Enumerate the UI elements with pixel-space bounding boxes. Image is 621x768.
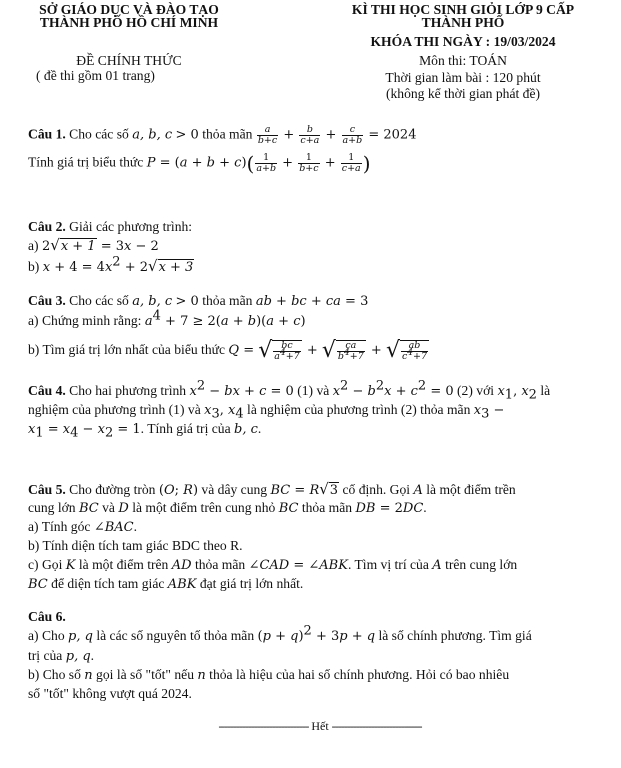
question-5c-line-1: c) Gọi K là một điểm trên AD thỏa mãn ∠CAD = ∠ABK. Tìm vị trí của A trên cung lớn [28,557,518,573]
question-5-line-2: cung lớn BC và D là một điểm trên cung nhỏ BC thỏa mãn DB = 2DC. [28,500,427,516]
time-limit: Thời gian làm bài : 120 phút [385,70,541,85]
exam-title: KÌ THI HỌC SINH GIỎI LỚP 9 CẤP [351,2,575,17]
question-6a-line-2: trị của p, q. [28,648,95,664]
official-label: ĐỀ CHÍNH THỨC [76,53,182,68]
question-label: Câu 1. [28,126,66,142]
exam-date: KHÓA THI NGÀY : 19/03/2024 [370,34,556,49]
end-divider-left: ------------------------------ [218,719,309,733]
question-6b-line-1: b) Cho số n gọi là số "tốt" nếu n thỏa là hiệu của hai số chính phương. Hỏi có bao nhiêu [28,667,510,683]
end-marker [200,718,440,734]
question-2a: a) 2√x + 1 = 3x − 2 [28,236,159,254]
question-label: Câu 4. [28,383,66,398]
city-name: THÀNH PHỐ HỒ CHÍ MINH [39,15,219,30]
question-3a: a) Chứng minh rằng: $a^4 + 7 \ge 2(a + b)(a + c)$ [28,308,306,329]
question-2b: b) $x + 4 = 4x^2 + 2√x + 3$ [28,254,194,275]
question-5b: b) Tính diện tích tam giác BDC theo R. [28,538,243,553]
question-6-label: Câu 6. [28,609,66,624]
question-6b-line-2: số "tốt" không vượt quá 2024. [28,686,192,701]
question-6a-line-1: a) Cho p, q là các số nguyên tố thỏa mãn $(p + q)^2 + 3p + q$ là số chính phương. Tìm giá [28,623,532,644]
question-label: Câu 2. [28,219,66,234]
question-1-line-2: Tính giá trị biểu thức P = (a + b + c)( $\frac{1}{a+b}$ + $\frac{1}{b+c}$ + $\frac{1}{c+a}$ ) [28,151,371,176]
subject: Môn thi: TOÁN [419,53,507,68]
question-5-line-1: Câu 5. Cho đường tròn (O; R) và dây cung BC = R√3 cố định. Gọi A là một điểm trền [28,480,516,498]
end-divider-right: ------------------------------ [331,719,422,733]
question-3-intro: Câu 3. Cho các số a, b, c > 0 thỏa mãn ab + bc + ca = 3 [28,293,369,309]
pages-note: ( đề thi gồm 01 trang) [36,68,155,83]
question-5a: a) Tính góc ∠BAC. [28,519,138,535]
question-3b: b) Tìm giá trị lớn nhất của biểu thức Q = √ $\frac{bc}{a^4+7}$ + √ $\frac{ca}{b^4+7}$ + √ $\frac{ab}{c^4+7}$ [28,338,428,363]
time-note: (không kể thời gian phát đề) [385,86,541,101]
question-4-line-3: $x_1 = x_4 - x_2 = 1$. Tính giá trị của b, c. [28,421,262,441]
question-1-line-1: Câu 1. Cho các số a, b, c > 0 thỏa mãn $\frac{a}{b+c}$ + $\frac{b}{c+a}$ + $\frac{c}{a+b}$ = 2024 [28,124,417,146]
question-label: Câu 5. [28,482,66,497]
exam-level: THÀNH PHỐ [421,15,505,30]
question-label: Câu 3. [28,293,66,308]
question-2-title: Câu 2. Giải các phương trình: [28,219,193,234]
dept-name: SỞ GIÁO DỤC VÀ ĐÀO TẠO [39,2,219,17]
question-5c-line-2: BC để diện tích tam giác ABK đạt giá trị lớn nhất. [28,576,304,592]
question-4-line-1: Câu 4. Cho hai phương trình $x^2$ − bx + c = 0 (1) và $x^2 - b^2x + c^2 = 0$ (2) với $x_1$, $x_2$ là [28,378,551,403]
question-4-line-2: nghiệm của phương trình (1) và $x_3$, $x_4$ là nghiệm của phương trình (2) thỏa mãn $x_3$ − [28,402,505,422]
end-label: Hết [311,719,329,733]
